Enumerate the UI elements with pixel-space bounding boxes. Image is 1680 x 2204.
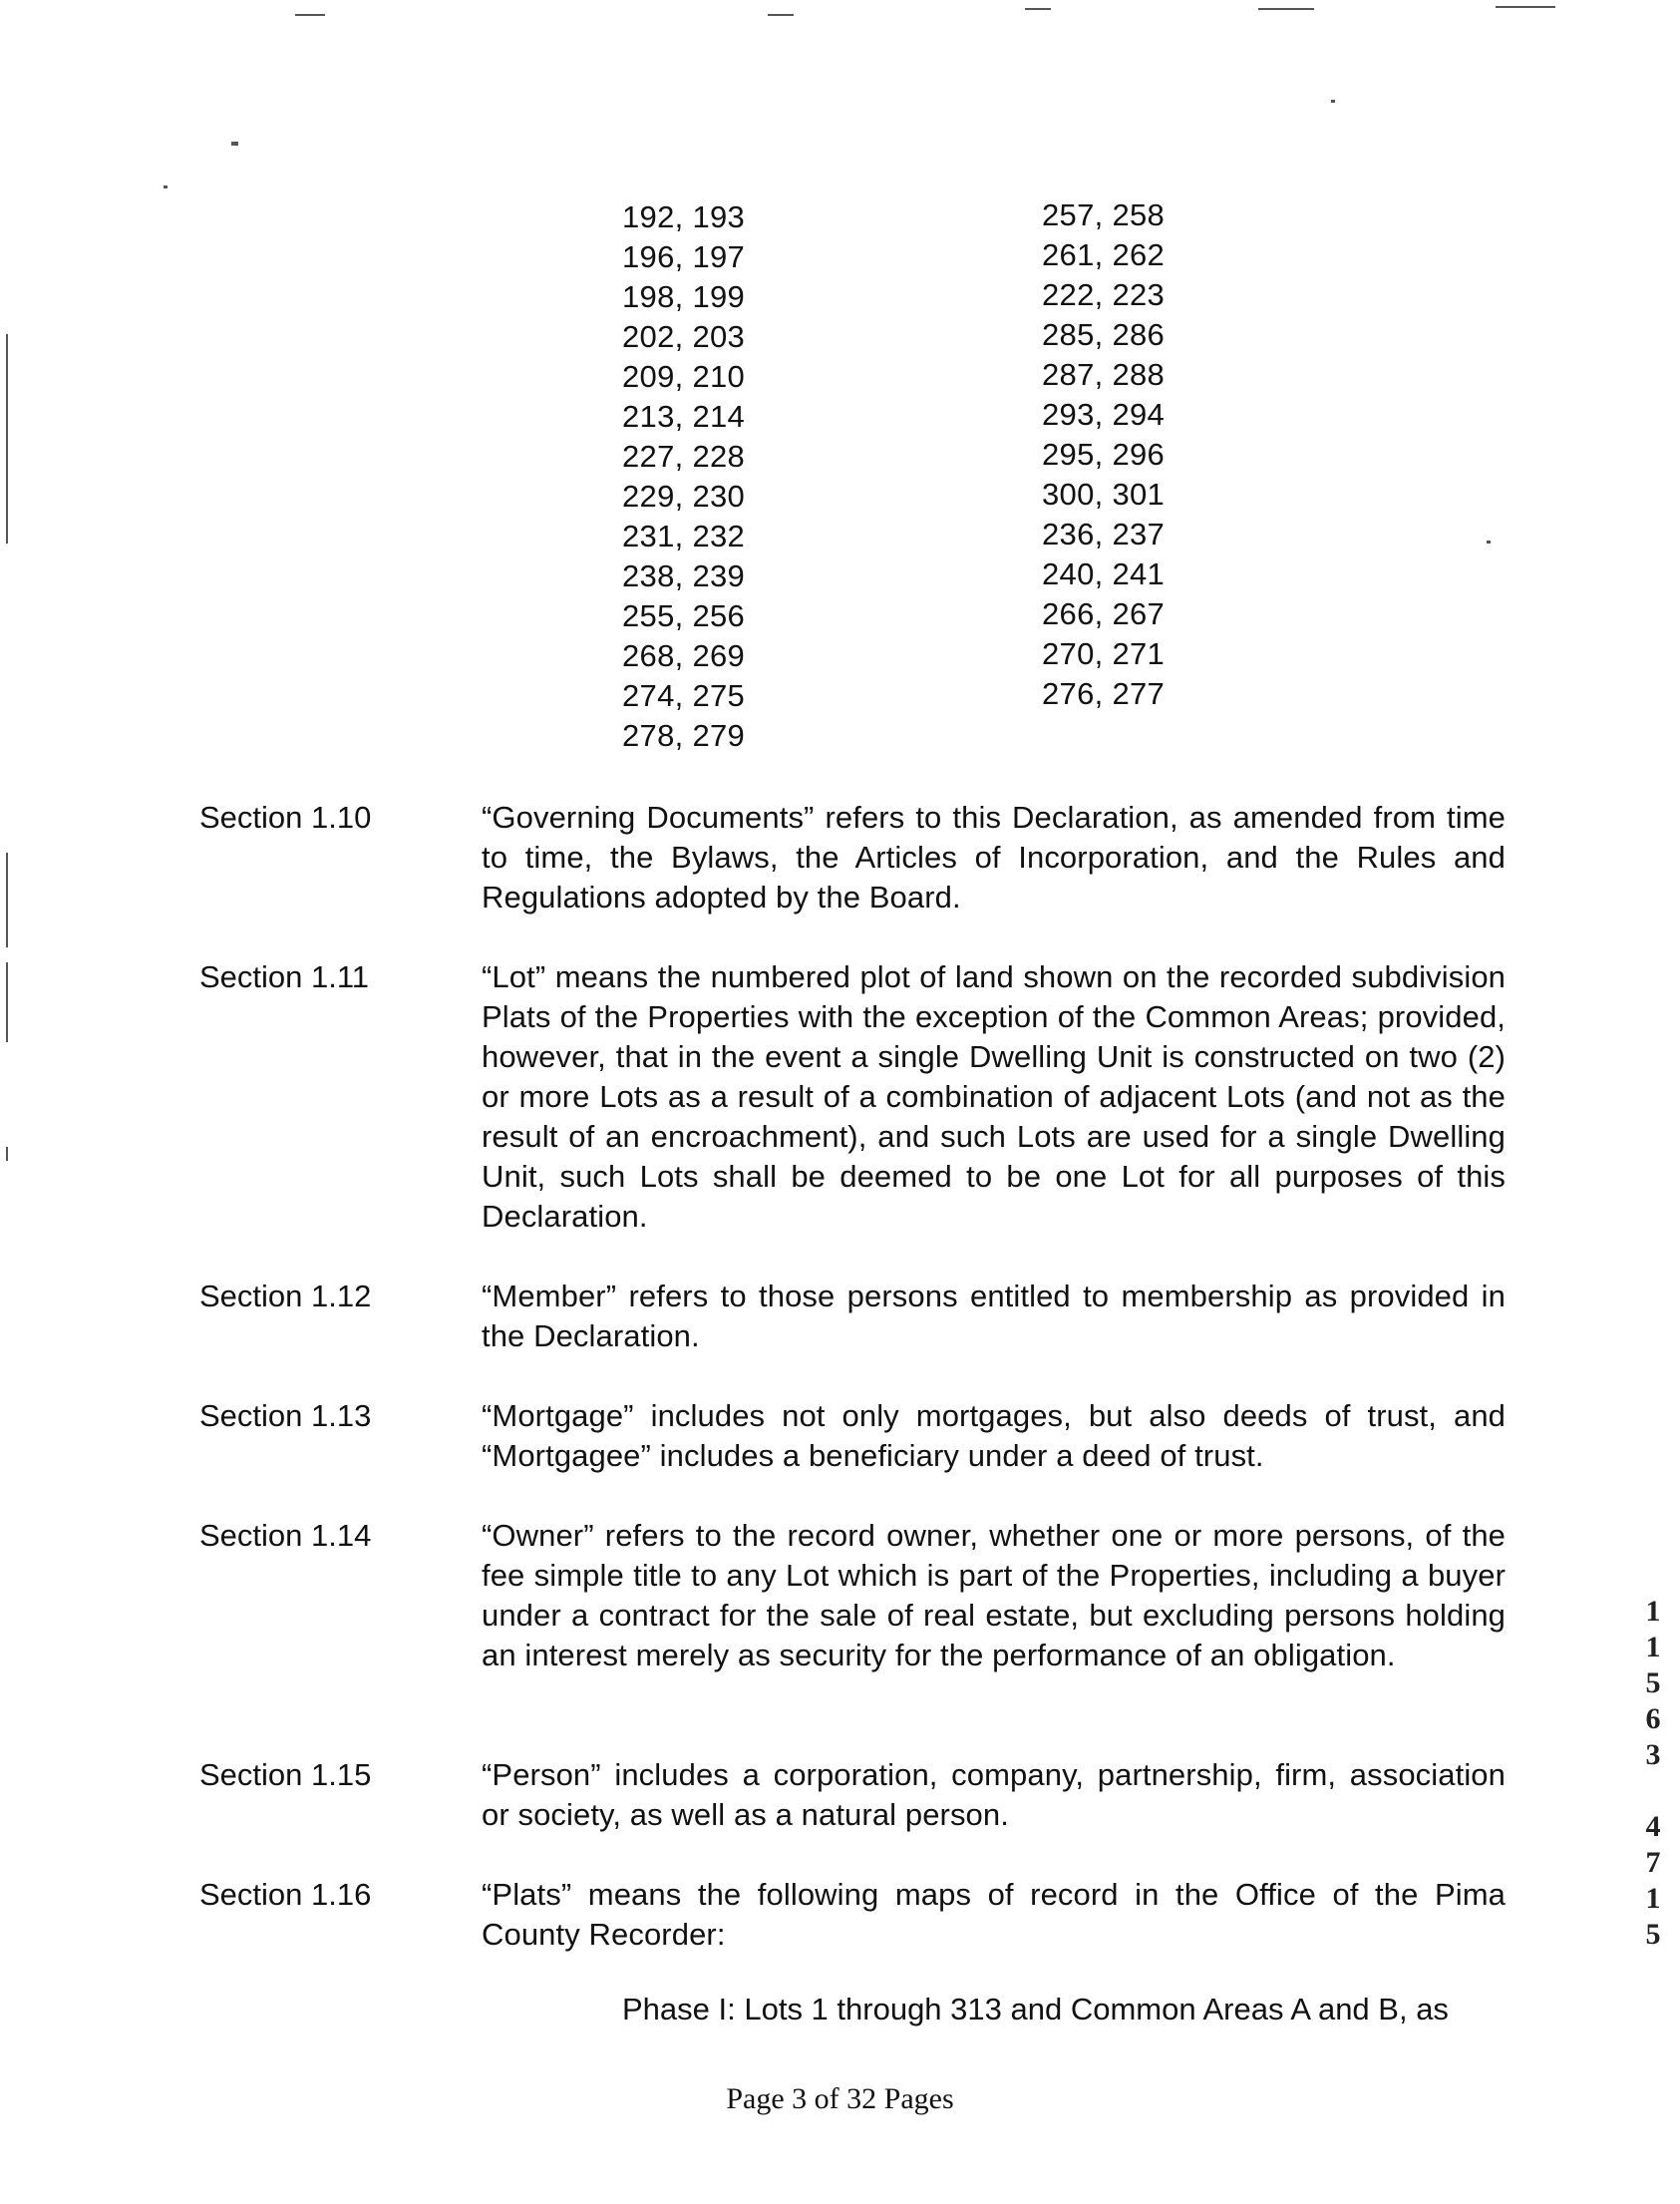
section-number: Section 1.13 <box>199 1398 372 1433</box>
scan-mark <box>1496 6 1555 8</box>
section-body: “Owner” refers to the record owner, whether one or more persons, of the fee simple title to any Lot which is part of the Properties, including a buyer under a contract for the sale of real estate, but excluding persons holding an interest merely as security for the performance of an obligation. <box>482 1518 1506 1672</box>
stamp-digit: 5 <box>1645 1918 1661 1951</box>
stamp-digit: 1 <box>1645 1631 1661 1663</box>
scan-mark <box>1025 8 1051 10</box>
lot-pair: 261, 262 <box>1042 237 1166 272</box>
lot-pair: 227, 228 <box>622 439 746 474</box>
lot-pair: 222, 223 <box>1042 277 1166 312</box>
section-number: Section 1.11 <box>199 959 370 994</box>
lot-pair: 257, 258 <box>1042 197 1166 232</box>
lot-pair: 255, 256 <box>622 598 746 633</box>
lot-pair: 236, 237 <box>1042 517 1166 551</box>
section-body: “Lot” means the numbered plot of land shown on the recorded subdivision Plats of the Properties with the exception of the Common Areas; provided, however, that in the event a single Dwelling Unit is constructed on two (2) or more Lots as a result of a combination of adjacent Lots (and not as the result of an encroachment), and such Lots are used for a single Dwelling Unit, such Lots shall be deemed to be one Lot for all purposes of this Declaration. <box>482 959 1506 1234</box>
lot-pair: 270, 271 <box>1042 636 1166 671</box>
lot-pair: 240, 241 <box>1042 556 1166 591</box>
lot-pair: 268, 269 <box>622 638 746 673</box>
section-number: Section 1.15 <box>199 1757 372 1792</box>
section-1-12 <box>199 1277 1506 1356</box>
scan-mark <box>6 334 8 544</box>
scan-mark <box>164 185 168 188</box>
lot-pair: 196, 197 <box>622 239 746 274</box>
section-1-15 <box>199 1755 1506 1835</box>
section-1-10 <box>199 798 1506 918</box>
stamp-digit: 1 <box>1645 1595 1661 1628</box>
lot-pair: 198, 199 <box>622 279 746 314</box>
lot-pair: 209, 210 <box>622 359 746 394</box>
scan-mark <box>6 962 8 1042</box>
section-1-13 <box>199 1396 1506 1476</box>
section-1-11 <box>199 957 1506 1237</box>
scan-mark <box>1258 8 1314 10</box>
scan-mark <box>6 853 8 947</box>
section-number: Section 1.10 <box>199 800 372 835</box>
section-body: “Governing Documents” refers to this Declaration, as amended from time to time, the Bylaws, the Articles of Incorporation, and the Rules and Regulations adopted by the Board. <box>482 800 1506 915</box>
lot-pair: 300, 301 <box>1042 477 1166 512</box>
stamp-digit: 6 <box>1645 1702 1661 1735</box>
lot-pair: 285, 286 <box>1042 317 1166 352</box>
section-number: Section 1.14 <box>199 1518 372 1553</box>
stamp-digit: 7 <box>1645 1846 1661 1879</box>
phase-description: Phase I: Lots 1 through 313 and Common Areas A and B, as <box>622 1992 1449 2026</box>
page-number-footer: Page 3 of 32 Pages <box>726 2082 954 2115</box>
section-body: “Person” includes a corporation, company, partnership, firm, association or society, as well as a natural person. <box>482 1757 1506 1832</box>
scan-mark <box>295 14 325 16</box>
scan-mark <box>6 1147 8 1161</box>
stamp-digit: 3 <box>1645 1738 1661 1771</box>
lot-pair: 202, 203 <box>622 319 746 354</box>
section-number: Section 1.12 <box>199 1279 372 1313</box>
lot-pair: 276, 277 <box>1042 676 1166 711</box>
section-number: Section 1.16 <box>199 1877 372 1912</box>
lot-pair: 295, 296 <box>1042 437 1166 472</box>
stamp-digit: 4 <box>1645 1810 1661 1843</box>
section-1-14 <box>199 1516 1506 1675</box>
scan-mark <box>768 14 794 16</box>
lot-pair: 213, 214 <box>622 399 746 434</box>
lot-pair: 287, 288 <box>1042 357 1166 392</box>
recording-number-stamp <box>1635 1594 1671 1953</box>
stamp-digit: 1 <box>1645 1882 1661 1915</box>
section-1-16 <box>199 1875 1506 1955</box>
lot-pair: 238, 239 <box>622 558 746 593</box>
lot-pair: 192, 193 <box>622 199 746 234</box>
lot-pair: 231, 232 <box>622 519 746 553</box>
stamp-gap <box>1635 1773 1671 1809</box>
stamp-digit: 5 <box>1645 1666 1661 1699</box>
lot-pair: 274, 275 <box>622 678 746 713</box>
scan-mark <box>1331 100 1335 103</box>
lot-pair: 293, 294 <box>1042 397 1166 432</box>
section-body: “Plats” means the following maps of record in the Office of the Pima County Recorder: <box>482 1877 1506 1952</box>
lot-column-right <box>1042 195 1301 714</box>
lot-pair: 266, 267 <box>1042 596 1166 631</box>
scan-mark <box>1487 541 1491 544</box>
lot-pair: 229, 230 <box>622 479 746 514</box>
section-body: “Mortgage” includes not only mortgages, but also deeds of trust, and “Mortgagee” includes a beneficiary under a deed of trust. <box>482 1398 1506 1473</box>
lot-column-left <box>622 197 881 756</box>
section-body: “Member” refers to those persons entitled to membership as provided in the Declaration. <box>482 1279 1506 1353</box>
scan-mark <box>231 142 238 146</box>
lot-pair: 278, 279 <box>622 718 746 753</box>
